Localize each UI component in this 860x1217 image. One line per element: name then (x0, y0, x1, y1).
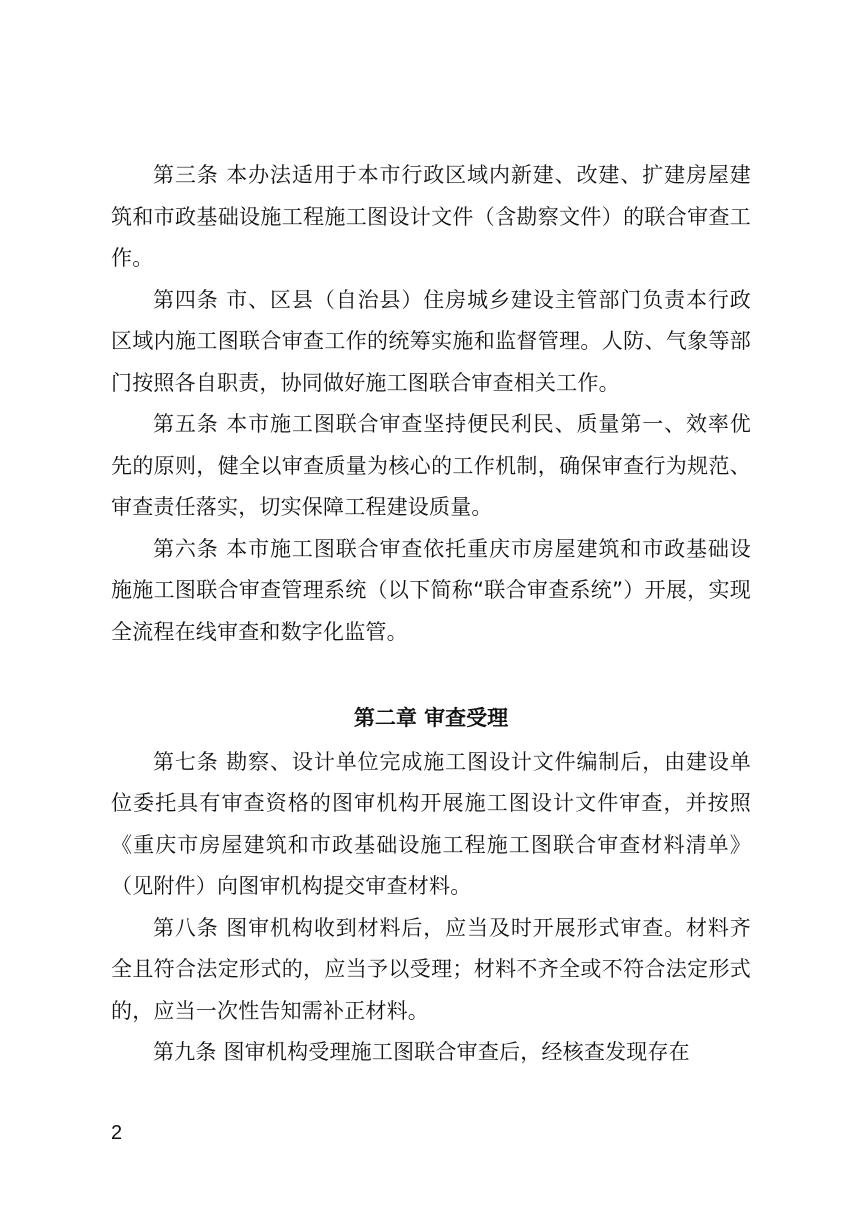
article-7: 第七条 勘察、设计单位完成施工图设计文件编制后，由建设单位委托具有审查资格的图审机构开展施工图设计文件审查，并按照《重庆市房屋建筑和市政基础设施工程施工图联合审查材料清单》（见附件）向图审机构提交审查材料。 (111, 749, 751, 898)
article-8: 第八条 图审机构收到材料后，应当及时开展形式审查。材料齐全且符合法定形式的，应当予以受理；材料不齐全或不符合法定形式的，应当一次性告知需补正材料。 (111, 915, 751, 1023)
article-4: 第四条 市、区县（自治县）住房城乡建设主管部门负责本行政区域内施工图联合审查工作的统筹实施和监督管理。人防、气象等部门按照各自职责，协同做好施工图联合审查相关工作。 (111, 287, 751, 395)
chapter-title: 第二章 审查受理 (353, 706, 509, 730)
article-5: 第五条 本市施工图联合审查坚持便民利民、质量第一、效率优先的原则，健全以审查质量为核心的工作机制，确保审查行为规范、审查责任落实，切实保障工程建设质量。 (111, 412, 751, 519)
document-body (111, 155, 751, 1074)
page-number: 2 (111, 1122, 123, 1144)
article-3: 第三条 本办法适用于本市行政区域内新建、改建、扩建房屋建筑和市政基础设施工程施工图设计文件（含勘察文件）的联合审查工作。 (111, 163, 751, 270)
article-9: 第九条 图审机构受理施工图联合审查后，经核查发现存在 (153, 1040, 690, 1064)
article-6: 第六条 本市施工图联合审查依托重庆市房屋建筑和市政基础设施施工图联合审查管理系统（以下简称“联合审查系统”）开展，实现全流程在线审查和数字化监管。 (111, 536, 751, 644)
